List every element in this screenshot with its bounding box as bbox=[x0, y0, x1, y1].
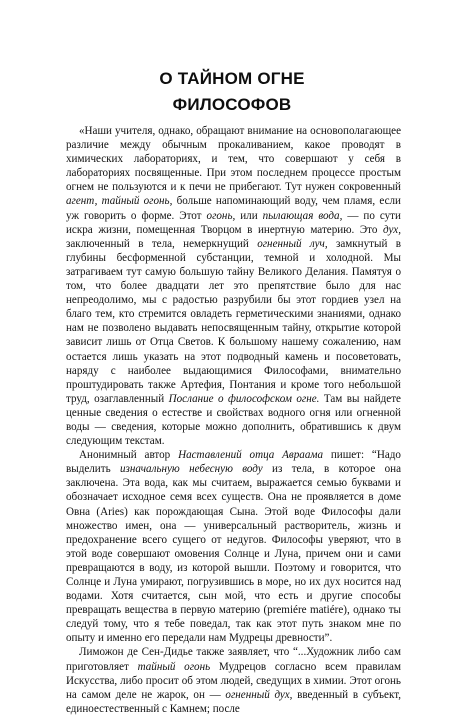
paragraph-1 bbox=[66, 124, 401, 448]
paragraph-2 bbox=[66, 448, 401, 645]
chapter-title bbox=[0, 66, 464, 118]
italic-run: тайный огонь bbox=[137, 660, 211, 673]
text-run: заключенный в тела, немеркнущий bbox=[66, 237, 258, 250]
text-run: Лиможон де Сен-Дидье также заявляет, что “...Художник либо сам приготовляет bbox=[66, 646, 401, 673]
text-run: из тела, в которое она заключена. Эта вода, как мы считаем, выражается семью буквами и обозначает исходное семя всех существ. Она не проявляется в доме Овна (Aries) как порождающая Сына. Этой воде Философы дали множество имен, она — универсальный растворитель, жизнь и предохранение всего сущего от недугов. Философы уверяют, что в этой воде совершают омовения Солнце и Луна, причем они и сами превращаются в воду, из которой вышли. Поэтому и говорится, что Солнце и Луна умирают, погрузившись в море, но их дух носится над водами. Хотя считается, сын мой, что есть и другие способы превращать вещества в первую материю (premiére matiére), однако ты следуй тому, что я тебе поведал, так как этот путь знаком мне по опыту и именно его передали нам Мудрецы древности”. bbox=[66, 463, 402, 645]
text-run: — по сути искра жизни, помещенная Творцом в инертную материю. Это bbox=[66, 209, 401, 236]
italic-run: огненный луч, bbox=[257, 237, 328, 250]
italic-run: Послание о философском огне. bbox=[168, 392, 320, 405]
text-run: пишет: “Надо выделить bbox=[66, 449, 401, 476]
italic-run: агент, тайный огонь, bbox=[66, 195, 173, 208]
chapter-title-line-2: ФИЛОСОФОВ bbox=[172, 95, 292, 114]
italic-run: Наставлений отца Авраама bbox=[178, 449, 323, 462]
text-run: Мудрецов согласно всем правилам Искусства, либо просит об этом людей, сведущих в химии. Этот огонь на самом деле не жарок, он — bbox=[66, 660, 401, 701]
italic-run: огненный дух, bbox=[225, 688, 293, 701]
text-run: Там вы найдете ценные сведения о естестве и свойствах водного огня или огненной воды — сведения, которые можно дополнить, обратившись к двум следующим текстам. bbox=[66, 392, 401, 448]
text-run: больше напоминающий воду, чем пламя, если уж говорить о форме. Этот bbox=[66, 195, 401, 222]
text-run: введенный в субъект, единоестественный с Камнем; после bbox=[66, 688, 401, 715]
chapter-title-line-1: О ТАЙНОМ ОГНЕ bbox=[159, 69, 305, 88]
text-run: или bbox=[235, 209, 263, 222]
body-text bbox=[66, 124, 401, 716]
italic-run: пылающая вода, bbox=[262, 209, 343, 222]
italic-run: дух, bbox=[383, 223, 401, 236]
text-run: «Наши учителя, однако, обращают внимание на основополагающее различие между обычным прокаливанием, какое проводят в химических лабораториях, и тем, что совершают у себя в лабораториях посвященные. При этом последнем процессе простым огнем не пользуются и к печи не прибегают. Тут нужен сокровенный bbox=[66, 125, 401, 194]
italic-run: огонь, bbox=[206, 209, 236, 222]
italic-run: изначальную небесную воду bbox=[119, 463, 263, 476]
paragraph-3 bbox=[66, 645, 401, 715]
text-run: Анонимный автор bbox=[79, 449, 179, 462]
text-run: замкнутый в глубины бесформенной субстанции, темной и холодной. Мы затрагиваем тут самую большую тайну Великого Делания. Памятуя о том, что более двадцати лет это препятствие было для нас непреодолимо, мы с радостью разрубили бы этот гордиев узел на благо тем, кто стремится овладеть герметическими знаниями, однако нам не позволено выдавать непосвященным тайну, открытие которой зависит лишь от Отца Светов. К большому нашему сожалению, нам остается лишь указать на этот подводный камень и посоветовать, наряду с наиболее выдающимися Философами, внимательно проштудировать также Артефия, Понтания и кроме того небольшой труд, озаглавленный bbox=[66, 237, 402, 405]
